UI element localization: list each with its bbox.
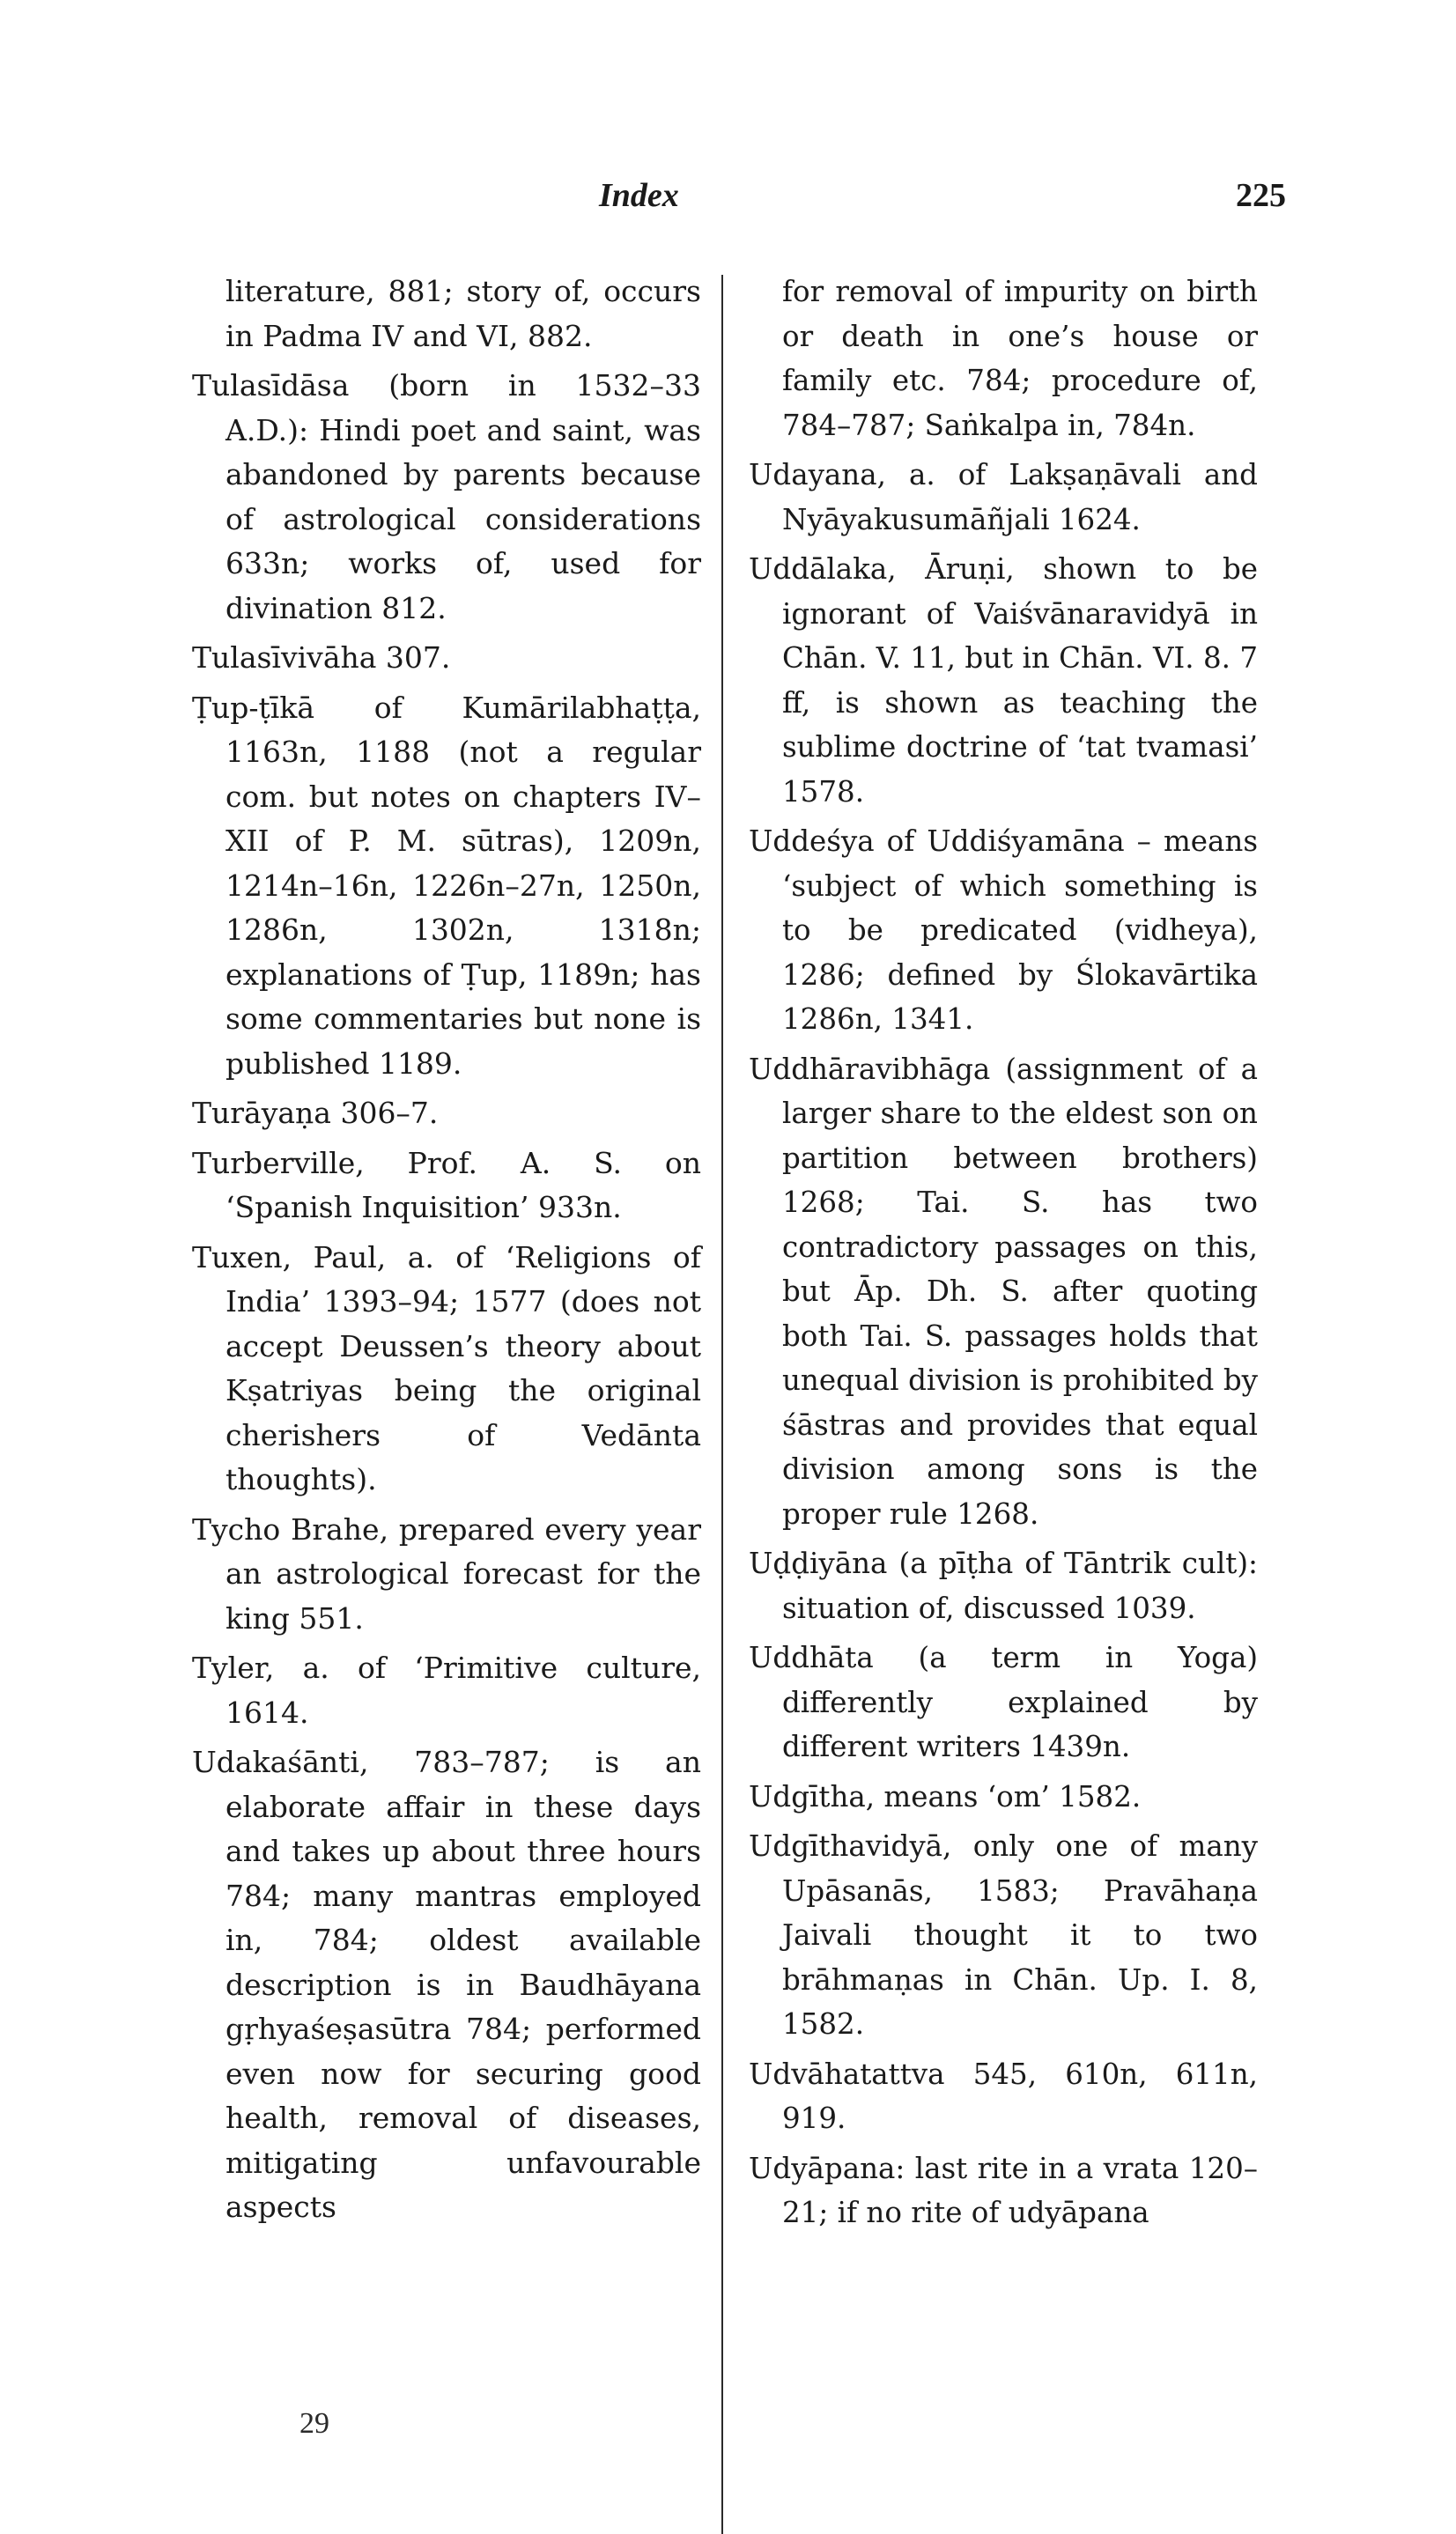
index-entry: Udvāhatattva 545, 610n, 611n, 919. (749, 2057, 1258, 2135)
index-entry: Udayana, a. of Lakṣaṇāvali and Nyāyakusumāñjali 1624. (749, 458, 1258, 536)
index-entry: Tulasīdāsa (born in 1532–33 A.D.): Hindi poet and saint, was abandoned by parents because of astrological considerations 633n; works of, used for divination 812. (192, 368, 701, 625)
index-entry: Uddālaka, Āruṇi, shown to be ignorant of Vaiśvānaravidyā in Chān. V. 11, but in Chān. VI. 8. 7 ff, is shown as teaching the sublime doctrine of ‘tat tvamasi’ 1578. (749, 552, 1258, 809)
index-entry: Ṭup-ṭīkā of Kumārilabhaṭṭa, 1163n, 1188 (not a regular com. but notes on chapters IV–XII of P. M. sūtras), 1209n, 1214n–16n, 1226n–27n, 1250n, 1286n, 1302n, 1318n; explanations of Ṭup, 1189n; has some commentaries but none is published 1189. (192, 690, 701, 1081)
index-entry: Udgītha, means ‘om’ 1582. (749, 1779, 1142, 1814)
column-divider (721, 275, 723, 2534)
index-entry: for removal of impurity on birth or death in one’s house or family etc. 784; procedure of, 784–787; Saṅkalpa in, 784n. (782, 275, 1258, 442)
index-entry: Turāyaṇa 306–7. (192, 1096, 439, 1130)
index-entry: Tuxen, Paul, a. of ‘Religions of India’ 1393–94; 1577 (does not accept Deussen’s theory about Kṣatriyas being the original cherishers of Vedānta thoughts). (192, 1239, 701, 1496)
index-entry: Tycho Brahe, prepared every year an astrological forecast for the king 551. (192, 1511, 701, 1636)
index-entry: Udgīthavidyā, only one of many Upāsanās, 1583; Pravāhaṇa Jaivali thought it to two brāhmaṇas in Chān. Up. I. 8, 1582. (749, 1829, 1258, 2041)
index-entry: Tyler, a. of ‘Primitive culture, 1614. (192, 1651, 701, 1730)
index-entry: Uddhāta (a term in Yoga) differently explained by different writers 1439n. (749, 1641, 1258, 1763)
index-entry: Uḍḍiyāna (a pīṭha of Tāntrik cult): situation of, discussed 1039. (749, 1547, 1258, 1625)
signature-mark: 29 (299, 2407, 329, 2440)
index-entry: Udyāpana: last rite in a vrata 120–21; if no rite of udyāpana (749, 2151, 1258, 2229)
index-entry: literature, 881; story of, occurs in Padma IV and VI, 882. (225, 274, 701, 353)
right-column (749, 270, 1258, 2241)
index-entry: Uddhāravibhāga (assignment of a larger share to the eldest son on partition between brothers) 1268; Tai. S. has two contradictory passages on this, but Āp. Dh. S. after quoting both Tai. S. passages holds that unequal division is prohibited by śāstras and provides that equal division among sons is the proper rule 1268. (749, 1052, 1258, 1531)
index-entry: Turberville, Prof. A. S. on ‘Spanish Inquisition’ 933n. (192, 1145, 701, 1224)
left-column (192, 270, 701, 2235)
running-header-title: Index (599, 177, 679, 214)
index-entry: Udakaśānti, 783–787; is an elaborate affair in these days and takes up about three hours 784; many mantras employed in, 784; oldest available description is in Baudhāyana gṛhyaśeṣasūtra 784; performed even now for securing good health, removal of diseases, mitigating unfavourable aspects (192, 1745, 701, 2224)
page-number: 225 (1236, 177, 1286, 214)
index-entry: Uddeśya of Uddiśyamāna – means ‘subject of which something is to be predicated (vidheya), 1286; defined by Ślokavārtika 1286n, 1341. (749, 824, 1258, 1036)
index-entry: Tulasīvivāha 307. (192, 640, 451, 675)
